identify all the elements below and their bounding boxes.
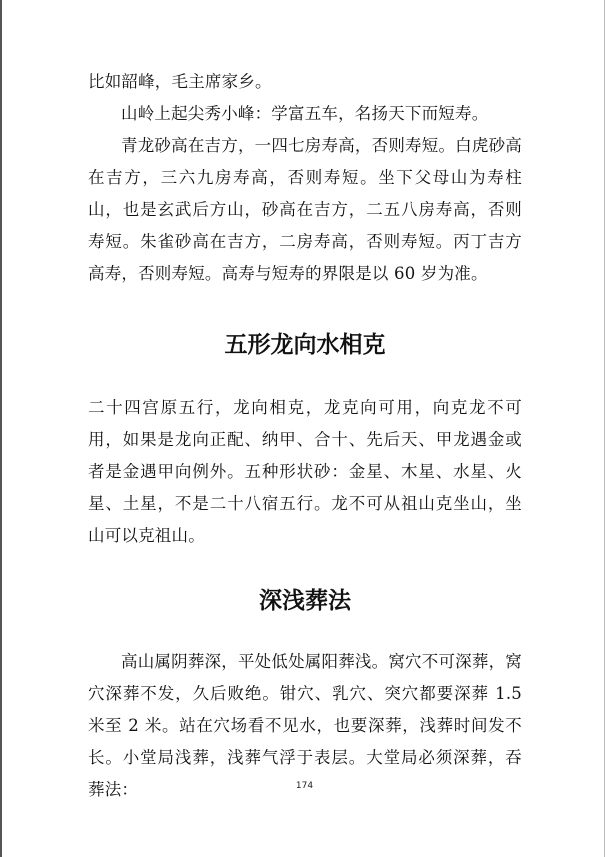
section-heading-burial-depth: 深浅葬法 (259, 588, 351, 614)
paragraph-burial-depth: 高山属阴葬深，平处低处属阳葬浅。窝穴不可深葬，窝穴深葬不发，久后败绝。钳穴、乳穴、突穴都要深葬 1.5 米至 2 米。站在穴场看不见水，也要深葬，浅葬时间发不长。小堂局浅葬，浅葬气浮于表层。大堂局必须深葬，吞葬法： (88, 652, 522, 799)
section-heading-five-elements: 五形龙向水相克 (224, 332, 386, 358)
paragraph-five-elements: 二十四宫原五行，龙向相克，龙克向可用，向克龙不可用，如果是龙向正配、纳甲、合十、先后天、甲龙遇金或者是金遇甲向例外。五种形状砂：金星、木星、水星、火星、土星，不是二十八宿五行。龙不可从祖山克坐山，坐山可以克祖山。 (88, 398, 522, 545)
page-number: 174 (295, 781, 314, 791)
paragraph-peak: 山岭上起尖秀小峰：学富五车，名扬天下而短寿。 (121, 104, 489, 123)
paragraph-longevity: 青龙砂高在吉方，一四七房寿高，否则寿短。白虎砂高在吉方，三六九房寿高，否则寿短。坐下父母山为寿柱山，也是玄武后方山，砂高在吉方，二五八房寿高，否则寿短。朱雀砂高在吉方，二房寿高，否则寿短。丙丁吉方高寿，否则寿短。高寿与短寿的界限是以 60 岁为准。 (88, 136, 522, 283)
paragraph-shaofeng: 比如韶峰，毛主席家乡。 (88, 72, 272, 91)
five-elements-section (88, 392, 522, 552)
intro-section (88, 66, 522, 290)
